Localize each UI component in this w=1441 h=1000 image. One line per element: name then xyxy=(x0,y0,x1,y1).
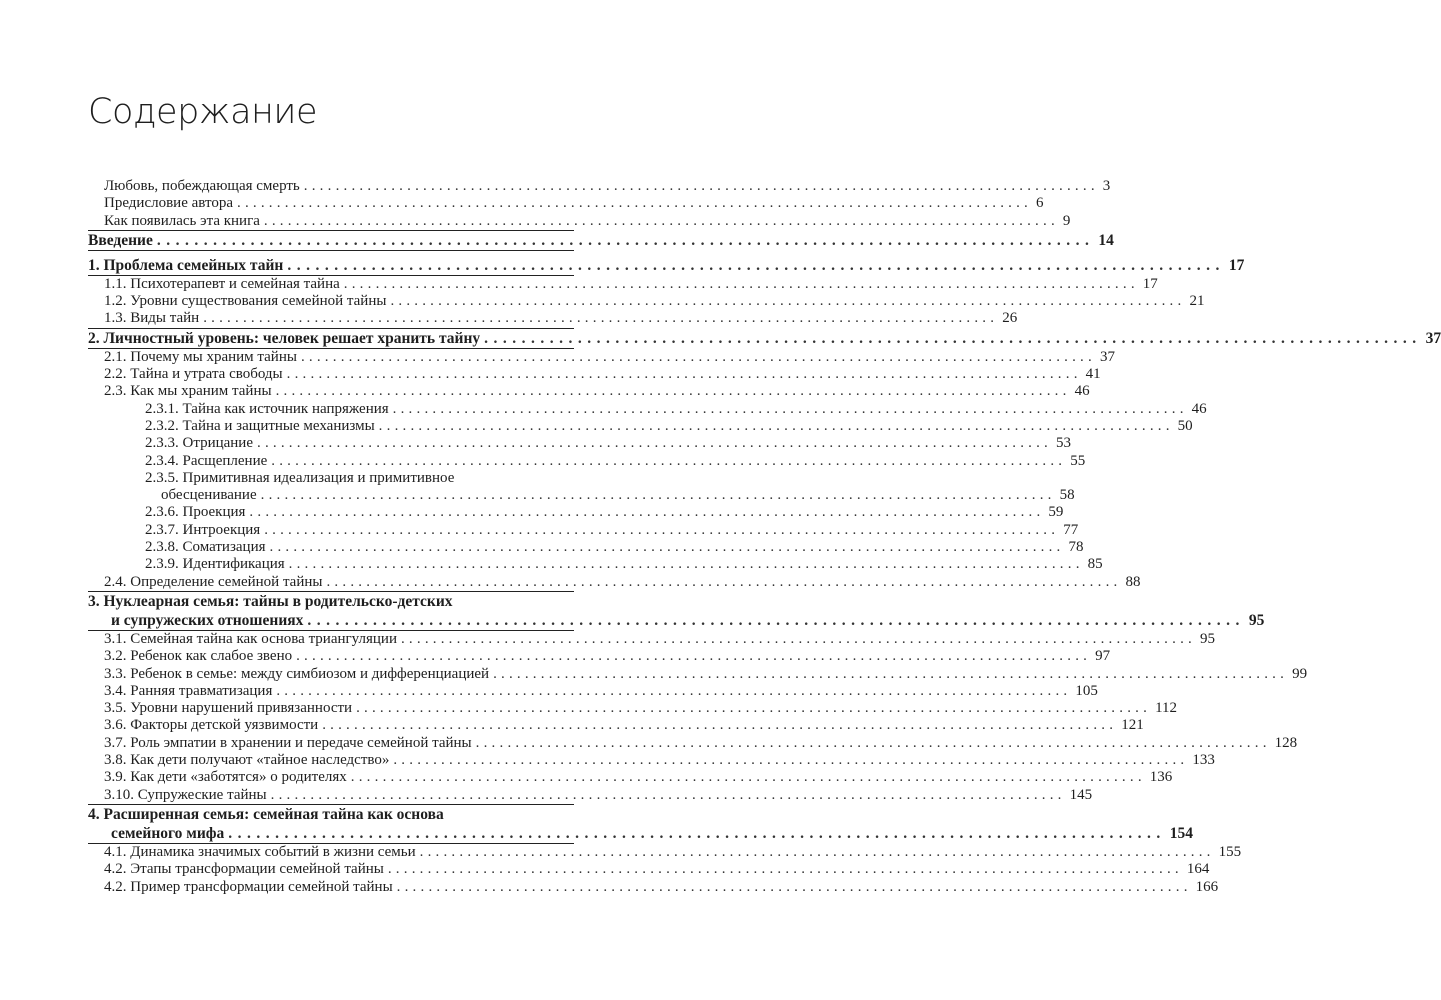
toc-entry-title: Любовь, побеждающая смерть xyxy=(104,178,300,194)
dot-leader: .................................................................................................... xyxy=(276,682,1072,699)
toc-entry-page: 128 xyxy=(1274,734,1298,751)
dot-leader: .................................................................................................... xyxy=(484,329,1422,347)
toc-entry-title: 1.2. Уровни существования семейной тайны xyxy=(104,293,387,310)
dot-leader: .................................................................................................... xyxy=(288,556,1084,573)
toc-entry[interactable] xyxy=(88,769,1173,786)
toc-entry-page: 17 xyxy=(1142,275,1158,292)
toc-entry[interactable] xyxy=(88,752,1215,769)
toc-entry-page: 164 xyxy=(1186,861,1210,878)
dot-leader: .................................................................................................... xyxy=(307,611,1245,629)
dot-leader: .................................................................................................... xyxy=(356,700,1152,717)
toc-entry[interactable] xyxy=(88,700,1178,717)
toc-entry-title: 4.1. Динамика значимых событий в жизни семьи xyxy=(104,843,416,860)
toc-entry-title: 3.3. Ребенок в семье: между симбиозом и дифференциацией xyxy=(104,665,490,682)
toc-entry[interactable] xyxy=(88,310,1018,328)
toc-entry[interactable] xyxy=(88,417,1193,435)
toc-entry-title: 2.3.7. Интроекция xyxy=(145,521,261,538)
toc-entry-page: 145 xyxy=(1069,786,1093,803)
toc-entry-title: Как появилась эта книга xyxy=(104,212,260,229)
table-of-contents xyxy=(88,178,1441,896)
toc-entry[interactable] xyxy=(88,348,1115,366)
toc-entry-title: 2.3.6. Проекция xyxy=(145,504,246,521)
toc-entry-page: 46 xyxy=(1074,383,1090,400)
toc-entry-title: Введение xyxy=(88,231,153,249)
toc-entry-title: 1. Проблема семейных тайн xyxy=(88,256,284,274)
dot-leader: .................................................................................................... xyxy=(203,310,999,327)
toc-entry[interactable] xyxy=(88,717,1144,734)
toc-entry[interactable] xyxy=(88,470,574,487)
dot-leader: .................................................................................................... xyxy=(419,843,1215,860)
dot-leader: .................................................................................................... xyxy=(257,435,1052,452)
toc-entry-page: 37 xyxy=(1425,329,1441,347)
dot-leader: .................................................................................................... xyxy=(378,417,1174,434)
toc-entry-title: 2.3.1. Тайна как источник напряжения xyxy=(145,400,389,417)
toc-entry-title: обесценивание xyxy=(161,487,257,504)
toc-entry-page: 50 xyxy=(1177,417,1193,434)
toc-entry-page: 9 xyxy=(1062,212,1071,229)
toc-entry-title: и супружеских отношениях xyxy=(111,611,304,629)
dot-leader: .................................................................................................... xyxy=(275,383,1071,400)
dot-leader: .................................................................................................... xyxy=(156,231,1095,249)
toc-entry-page: 166 xyxy=(1195,878,1219,895)
dot-leader: .................................................................................................... xyxy=(493,665,1289,682)
toc-entry-page: 3 xyxy=(1102,178,1111,194)
toc-entry-title: 1.1. Психотерапевт и семейная тайна xyxy=(104,275,340,292)
toc-entry-page: 105 xyxy=(1075,682,1098,699)
toc-entry[interactable] xyxy=(88,682,1098,700)
toc-entry-page: 136 xyxy=(1149,769,1173,786)
toc-entry-title: 2.4. Определение семейной тайны xyxy=(104,573,323,590)
dot-leader: .................................................................................................... xyxy=(269,539,1065,556)
dot-leader: .................................................................................................... xyxy=(300,348,1096,365)
toc-entry-page: 41 xyxy=(1085,366,1101,383)
dot-leader: .................................................................................................... xyxy=(350,769,1146,786)
toc-entry-page: 17 xyxy=(1228,256,1245,274)
toc-entry-title: 3.1. Семейная тайна как основа триангуляции xyxy=(104,630,397,647)
toc-entry[interactable] xyxy=(88,861,1210,878)
toc-entry-page: 55 xyxy=(1070,452,1086,469)
toc-entry-page: 6 xyxy=(1036,195,1044,212)
toc-entry-title: 2. Личностный уровень: человек решает хранить тайну xyxy=(88,329,481,347)
toc-entry[interactable] xyxy=(88,648,1111,665)
toc-entry-title: 2.3.8. Соматизация xyxy=(145,539,266,556)
toc-entry-page: 133 xyxy=(1192,752,1215,769)
toc-entry-title: 3.4. Ранняя травматизация xyxy=(104,682,273,699)
toc-entry[interactable] xyxy=(88,539,1084,556)
toc-entry[interactable] xyxy=(88,400,1207,418)
toc-entry-title: 3.2. Ребенок как слабое звено xyxy=(104,648,293,665)
toc-entry-title: 4. Расширенная семья: семейная тайна как основа xyxy=(88,805,444,823)
toc-entry-page: 95 xyxy=(1199,630,1215,647)
dot-leader: .................................................................................................... xyxy=(326,573,1122,590)
dot-leader: .................................................................................................... xyxy=(270,786,1066,803)
toc-entry-title: 3.5. Уровни нарушений привязанности xyxy=(104,700,353,717)
dot-leader: .................................................................................................... xyxy=(396,878,1192,895)
toc-entry-page: 26 xyxy=(1002,310,1018,327)
toc-entry-title: 3.8. Как дети получают «тайное наследство» xyxy=(104,752,390,769)
toc-entry-page: 59 xyxy=(1048,504,1064,521)
toc-entry-page: 58 xyxy=(1059,487,1075,504)
dot-leader: .................................................................................................... xyxy=(393,752,1189,769)
toc-entry-title: 3.9. Как дети «заботятся» о родителях xyxy=(104,769,347,786)
toc-entry[interactable] xyxy=(88,452,1086,470)
dot-leader: .................................................................................................... xyxy=(287,256,1225,274)
toc-entry-title: 3. Нуклеарная семья: тайны в родительско-детских xyxy=(88,592,453,610)
toc-entry-chapter-continuation[interactable] xyxy=(88,611,1265,631)
dot-leader: .................................................................................................... xyxy=(296,648,1092,665)
dot-leader: .................................................................................................... xyxy=(264,521,1060,538)
toc-entry-page: 154 xyxy=(1169,824,1193,842)
toc-entry-title: 3.7. Роль эмпатии в хранении и передаче семейной тайны xyxy=(104,734,472,751)
toc-entry[interactable] xyxy=(88,195,1044,212)
toc-entry[interactable] xyxy=(88,504,1064,521)
toc-entry-title: 2.3.3. Отрицание xyxy=(145,435,253,452)
dot-leader: .................................................................................................... xyxy=(343,275,1139,292)
toc-entry[interactable] xyxy=(88,878,1219,896)
toc-entry-page: 53 xyxy=(1056,435,1071,452)
toc-entry-chapter[interactable] xyxy=(88,231,1114,251)
toc-entry[interactable] xyxy=(88,366,1101,383)
toc-entry-title: 2.1. Почему мы храним тайны xyxy=(104,348,297,365)
toc-entry-page: 21 xyxy=(1189,293,1205,310)
toc-entry-page: 112 xyxy=(1155,700,1178,717)
toc-entry[interactable] xyxy=(88,383,1090,400)
toc-entry-title: семейного мифа xyxy=(111,824,225,842)
toc-entry-page: 85 xyxy=(1087,556,1103,573)
toc-entry-title: 2.3.9. Идентификация xyxy=(145,556,285,573)
toc-entry[interactable] xyxy=(88,786,1093,805)
toc-entry-page: 78 xyxy=(1068,539,1084,556)
toc-entry-chapter[interactable] xyxy=(88,329,1441,349)
dot-leader: .................................................................................................... xyxy=(249,504,1045,521)
toc-entry[interactable] xyxy=(88,212,1071,231)
dot-leader: .................................................................................................... xyxy=(303,178,1099,194)
toc-entry-page: 97 xyxy=(1095,648,1111,665)
toc-entry-title: 1.3. Виды тайн xyxy=(104,310,200,327)
toc-entry[interactable] xyxy=(88,178,1111,195)
toc-entry-chapter-continuation[interactable] xyxy=(88,824,1193,844)
toc-entry-title: 4.2. Пример трансформации семейной тайны xyxy=(104,878,393,895)
toc-entry-chapter[interactable] xyxy=(88,592,574,611)
toc-entry-page: 77 xyxy=(1063,521,1079,538)
toc-entry-chapter[interactable] xyxy=(88,256,1245,276)
toc-entry[interactable] xyxy=(88,665,1308,683)
toc-entry-page: 46 xyxy=(1191,400,1207,417)
toc-entry-page: 14 xyxy=(1098,231,1114,249)
dot-leader: .................................................................................................... xyxy=(260,487,1056,504)
toc-entry[interactable] xyxy=(88,435,1071,452)
dot-leader: .................................................................................................... xyxy=(387,861,1183,878)
toc-entry-title: 3.6. Факторы детской уязвимости xyxy=(104,717,319,734)
toc-entry[interactable] xyxy=(88,573,1141,592)
toc-entry-title: 2.3. Как мы храним тайны xyxy=(104,383,272,400)
toc-entry-page: 37 xyxy=(1099,348,1115,365)
toc-entry-title: Предисловие автора xyxy=(104,195,233,212)
dot-leader: .................................................................................................... xyxy=(271,452,1067,469)
toc-entry-page: 99 xyxy=(1292,665,1308,682)
dot-leader: .................................................................................................... xyxy=(286,366,1082,383)
toc-entry[interactable] xyxy=(88,630,1215,648)
toc-entry-title: 2.3.2. Тайна и защитные механизмы xyxy=(145,417,375,434)
toc-entry[interactable] xyxy=(88,556,1103,573)
toc-entry[interactable] xyxy=(88,293,1205,310)
dot-leader: .................................................................................................... xyxy=(263,212,1059,229)
toc-entry-title: 2.3.4. Расщепление xyxy=(145,452,268,469)
toc-entry-title: 2.3.5. Примитивная идеализация и примитивное xyxy=(145,469,455,486)
toc-entry-title: 2.2. Тайна и утрата свободы xyxy=(104,366,283,383)
toc-entry[interactable] xyxy=(88,521,1079,539)
toc-entry-page: 88 xyxy=(1125,573,1141,590)
toc-entry[interactable] xyxy=(88,734,1298,752)
dot-leader: .................................................................................................... xyxy=(322,717,1118,734)
dot-leader: .................................................................................................... xyxy=(392,400,1188,417)
toc-entry-page: 121 xyxy=(1121,717,1144,734)
toc-entry-title: 4.2. Этапы трансформации семейной тайны xyxy=(104,861,384,878)
dot-leader: .................................................................................................... xyxy=(237,195,1032,212)
dot-leader: .................................................................................................... xyxy=(475,734,1271,751)
toc-entry-title: 3.10. Супружеские тайны xyxy=(104,786,267,803)
dot-leader: .................................................................................................... xyxy=(400,630,1196,647)
toc-entry-chapter[interactable] xyxy=(88,805,574,824)
page-title: Содержание xyxy=(88,92,318,132)
toc-entry-continuation[interactable] xyxy=(88,487,1075,504)
toc-entry-page: 155 xyxy=(1218,843,1242,860)
toc-entry-page: 95 xyxy=(1248,611,1265,629)
dot-leader: .................................................................................................... xyxy=(390,293,1186,310)
dot-leader: .................................................................................................... xyxy=(228,824,1166,842)
toc-entry[interactable] xyxy=(88,843,1242,861)
toc-entry[interactable] xyxy=(88,275,1158,293)
